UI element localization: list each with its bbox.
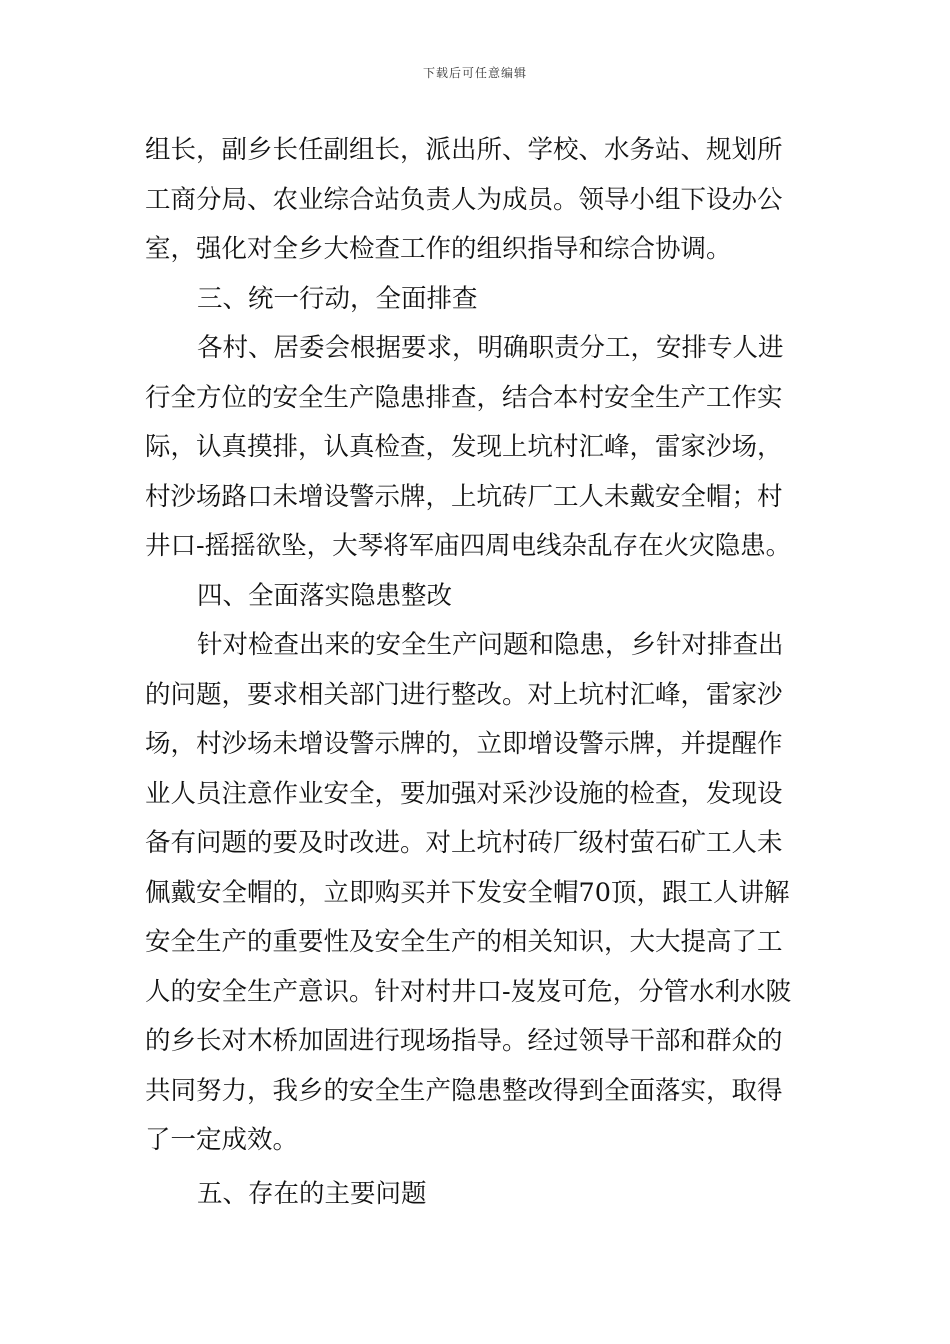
paragraph-line: 井口-摇摇欲坠，大琴将军庙四周电线杂乱存在火灾隐患。 bbox=[145, 531, 792, 561]
paragraph-line: 人的安全生产意识。针对村井口-岌岌可危，分管水利水陂 bbox=[145, 976, 792, 1007]
section-heading-5: 五、存在的主要问题 bbox=[197, 1178, 427, 1209]
paragraph-line: 的乡长对木桥加固进行现场指导。经过领导干部和群众的 bbox=[145, 1026, 783, 1056]
paragraph-line: 村沙场路口未增设警示牌，上坑砖厂工人未戴安全帽；村 bbox=[145, 481, 783, 512]
paragraph-line: 了一定成效。 bbox=[145, 1125, 299, 1155]
paragraph-line: 佩戴安全帽的，立即购买并下发安全帽70顶，跟工人讲解 bbox=[145, 877, 790, 908]
section-heading-4: 四、全面落实隐患整改 bbox=[197, 580, 453, 611]
paragraph-line: 际，认真摸排，认真检查，发现上坑村汇峰，雷家沙场， bbox=[145, 432, 783, 462]
document-body bbox=[145, 126, 807, 1219]
paragraph-line: 业人员注意作业安全，要加强对采沙设施的检查，发现设 bbox=[145, 778, 783, 809]
paragraph-line: 的问题，要求相关部门进行整改。对上坑村汇峰，雷家沙 bbox=[145, 679, 783, 710]
paragraph-line: 工商分局、农业综合站负责人为成员。领导小组下设办公 bbox=[145, 184, 783, 215]
paragraph-line: 安全生产的重要性及安全生产的相关知识，大大提高了工 bbox=[145, 927, 783, 957]
paragraph-line: 行全方位的安全生产隐患排查，结合本村安全生产工作实 bbox=[145, 382, 783, 413]
paragraph-line: 室，强化对全乡大检查工作的组织指导和综合协调。 bbox=[145, 234, 732, 264]
paragraph-line: 备有问题的要及时改进。对上坑村砖厂级村萤石矿工人未 bbox=[145, 828, 783, 858]
page-header-note: 下载后可任意编辑 bbox=[422, 66, 527, 80]
paragraph-line: 共同努力，我乡的安全生产隐患整改得到全面落实，取得 bbox=[145, 1075, 783, 1106]
section-heading-3: 三、统一行动，全面排查 bbox=[197, 283, 478, 314]
paragraph-line: 场，村沙场未增设警示牌的，立即增设警示牌，并提醒作 bbox=[145, 729, 783, 759]
paragraph-first-line: 针对检查出来的安全生产问题和隐患，乡针对排查出 bbox=[197, 630, 784, 660]
paragraph-line: 组长，副乡长任副组长，派出所、学校、水务站、规划所 bbox=[145, 135, 783, 165]
paragraph-first-line: 各村、居委会根据要求，明确职责分工，安排专人进 bbox=[197, 333, 784, 363]
